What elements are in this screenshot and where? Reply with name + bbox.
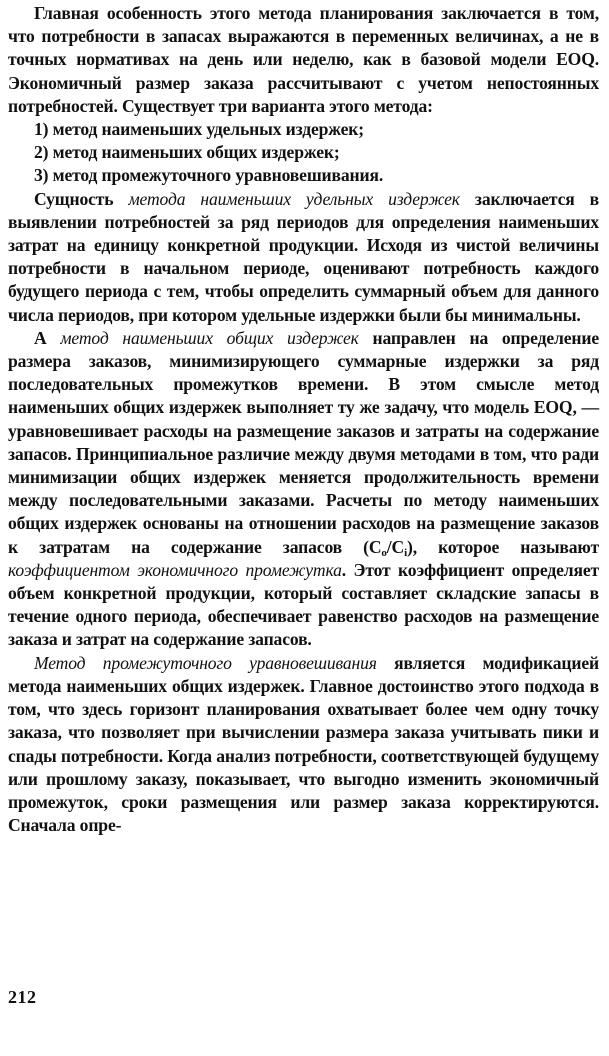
p3-lead: А [34, 327, 61, 348]
p3-text-before-formula: направлен на определение размера заказов, минимизирующего суммарные издержки за ряд последовательных промежутков времени. В этом смысле метод наименьших общих издержек выполняет ту же задачу, что модель EOQ, — уравновешивает расходы на размещение заказов и затраты на содержание запасов. Принципиальное различие между двумя методами в том, что ради минимизации общих издержек меняется продолжительность времени между последовательными заказами. Расчеты по методу наименьших общих издержек основаны на отношении расходов на размещение заказов к затратам на содержание запасов [8, 327, 600, 557]
list-item-2: 2) метод наименьших общих издержек; [34, 142, 340, 163]
paragraph-intro: Главная особенность этого метода планирования заключается в том, что потребности в запасах выражаются в переменных величинах, а не в точных нормативах на день или неделю, как в базовой модели EOQ. Экономичный размер заказа рассчитывают с учетом непостоянных потребностей. Существует три варианта этого метода: [8, 3, 599, 116]
paragraph-total-cost-method [8, 327, 599, 652]
formula-close: ) [406, 536, 413, 557]
page-number: 212 [8, 987, 37, 1007]
p2-rest: заключается в выявлении потребностей за ряд периодов для определения наименьших затрат на единицу конкретной продукции. Исходя из чистой величины потребности в начальном периоде, оценивают потребность каждого будущего периода с тем, чтобы определить суммарный объем для данного числа периодов, при котором удельные издержки были бы минимальны. [8, 188, 600, 325]
formula-slash: /C [386, 536, 405, 557]
term-total-cost-method: метод наименьших общих издержек [60, 327, 359, 348]
paragraph-balancing-method [8, 652, 599, 838]
p3-rest: . Этот коэффициент определяет объем конкретной продукции, который составляет складские запасы в течение одного периода, обеспечивает равенство расходов на размещение заказа и затрат на содержание запасов. [8, 559, 599, 650]
formula-cost-ratio [363, 537, 413, 557]
p4-rest: является модификацией метода наименьших общих издержек. Главное достоинство этого подхода в том, что здесь горизонт планирования охватывает более чем одну точку заказа, что позволяет при вычислении размера заказа учитывать пики и спады потребности. Когда анализ потребности, соответствующей будущему или прошлому заказу, показывает, что выгодно изменить экономичный промежуток, сроки размещения или размер заказа корректируются. Сначала опре- [8, 652, 599, 836]
list-item-3: 3) метод промежуточного уравновешивания. [34, 165, 384, 186]
formula-sub-o: o [381, 546, 387, 559]
p3-text-after-formula: , которое называют [412, 536, 599, 557]
paragraph-unit-cost-method [8, 188, 599, 327]
term-balancing-method: Метод промежуточного уравновешивания [34, 652, 377, 673]
list-item-1: 1) метод наименьших удельных издержек; [34, 119, 364, 140]
p2-lead: Сущность [34, 188, 129, 209]
term-economic-period-coefficient: коэффициентом экономичного промежутка [8, 559, 342, 580]
formula-sub-i: i [404, 546, 407, 559]
formula-open: (C [363, 536, 382, 557]
term-unit-cost-method: метода наименьших удельных издержек [128, 188, 460, 209]
